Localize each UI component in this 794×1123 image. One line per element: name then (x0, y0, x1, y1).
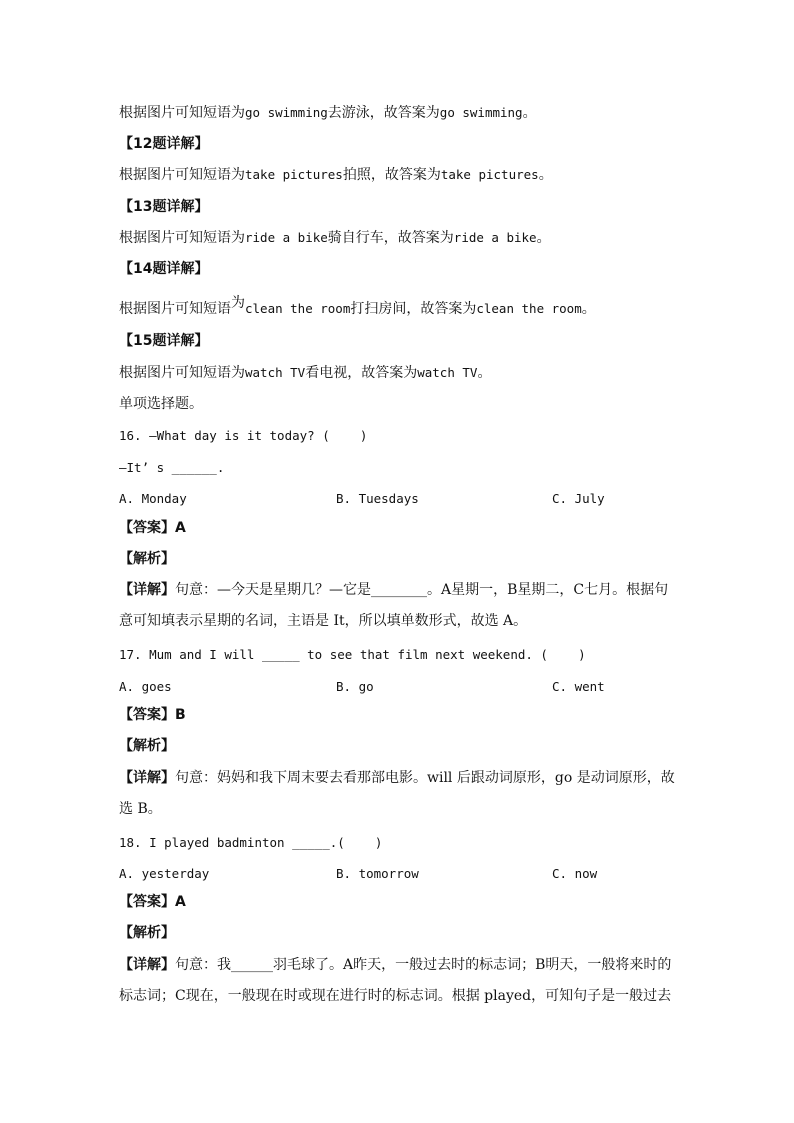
phrase: go swimming (439, 105, 523, 120)
phrase: watch TV (417, 365, 478, 380)
section-heading-14: 【14题详解】 (119, 261, 209, 277)
question-17-answer: 【答案】B (119, 707, 186, 723)
question-18-stem: 18. I played badminton _____.( ) (119, 835, 383, 850)
question-16-analysis-label: 【解析】 (119, 551, 175, 567)
phrase: take pictures (245, 167, 343, 182)
option-a: A. Monday (119, 491, 187, 506)
option-c: C. July (552, 491, 605, 506)
question-17-analysis-label: 【解析】 (119, 738, 175, 754)
question-18-options (119, 865, 679, 883)
text-segment: 。 (581, 301, 596, 317)
text-segment: 根据图片可知短语为 (119, 105, 245, 121)
question-18-analysis-label: 【解析】 (119, 925, 175, 941)
text-segment: 。 (538, 167, 553, 183)
question-17-stem: 17. Mum and I will _____ to see that film next weekend. ( ) (119, 647, 586, 662)
option-b: B. Tuesdays (336, 491, 419, 506)
question-16-answer: 【答案】A (119, 520, 186, 536)
question-17-detail-line-1 (119, 769, 684, 787)
question-17-options (119, 678, 679, 696)
question-16-options (119, 490, 679, 508)
detail-text: 句意：我______羽毛球了。A昨天，一般过去时的标志词；B明天，一般将来时的 (175, 957, 672, 973)
detail-text: 句意：妈妈和我下周末要去看那部电影。will 后跟动词原形，go 是动词原形，故 (175, 770, 675, 786)
explanation-line-15 (119, 364, 684, 382)
phrase: take pictures (440, 167, 539, 182)
phrase: ride a bike (453, 230, 537, 245)
question-16-detail-line-1 (119, 581, 684, 599)
phrase: go swimming (245, 105, 328, 120)
phrase: watch TV (245, 365, 306, 380)
text-segment: 根据图片可知短语为 (119, 167, 245, 183)
text-segment: 。 (522, 105, 537, 121)
explanation-line-12 (119, 166, 684, 184)
text-segment: 根据图片可知短语为 (119, 230, 245, 246)
question-18-answer: 【答案】A (119, 894, 186, 910)
question-16-stem: 16. —What day is it today? ( ) (119, 428, 368, 443)
explanation-line-11 (119, 104, 684, 122)
question-16-detail-line-2: 意可知填表示星期的名词，主语是 It，所以填单数形式，故选 A。 (119, 613, 528, 629)
explanation-line-14 (119, 295, 684, 318)
phrase: clean the room (476, 301, 582, 316)
section-heading-15: 【15题详解】 (119, 333, 209, 349)
option-a: A. goes (119, 679, 172, 694)
detail-label: 【详解】 (119, 770, 175, 786)
text-segment: 骑自行车，故答案为 (327, 230, 454, 246)
section-heading-13: 【13题详解】 (119, 199, 209, 215)
detail-label: 【详解】 (119, 582, 175, 598)
question-18-detail-line-1 (119, 956, 684, 974)
option-b: B. tomorrow (336, 866, 419, 881)
explanation-line-13 (119, 229, 684, 247)
text-segment: 拍照，故答案为 (342, 167, 441, 183)
option-c: C. now (552, 866, 598, 881)
text-segment: 根据图片可知短语为 (119, 365, 245, 381)
text-segment: 看电视，故答案为 (305, 365, 418, 381)
option-c: C. went (552, 679, 605, 694)
phrase: clean the room (245, 301, 351, 316)
text-segment: 。 (477, 365, 492, 381)
phrase: ride a bike (245, 230, 328, 245)
question-16-stem-reply: —It’ s ______. (119, 460, 225, 475)
text-segment: 根据图片可知短语 (119, 301, 231, 317)
question-17-detail-line-2: 选 B。 (119, 801, 162, 817)
section-title: 单项选择题。 (119, 396, 203, 412)
detail-label: 【详解】 (119, 957, 175, 973)
text-segment: 打扫房间，故答案为 (350, 301, 477, 317)
detail-text: 句意：—今天是星期几？—它是________。A星期一，B星期二，C七月。根据句 (175, 582, 669, 598)
text-segment: 。 (536, 230, 551, 246)
raised-char: 为 (231, 295, 245, 311)
option-a: A. yesterday (119, 866, 210, 881)
section-heading-12: 【12题详解】 (119, 136, 209, 152)
option-b: B. go (336, 679, 374, 694)
question-18-detail-line-2: 标志词；C现在，一般现在时或现在进行时的标志词。根据 played，可知句子是一般过去 (119, 988, 672, 1004)
text-segment: 去游泳，故答案为 (327, 105, 440, 121)
